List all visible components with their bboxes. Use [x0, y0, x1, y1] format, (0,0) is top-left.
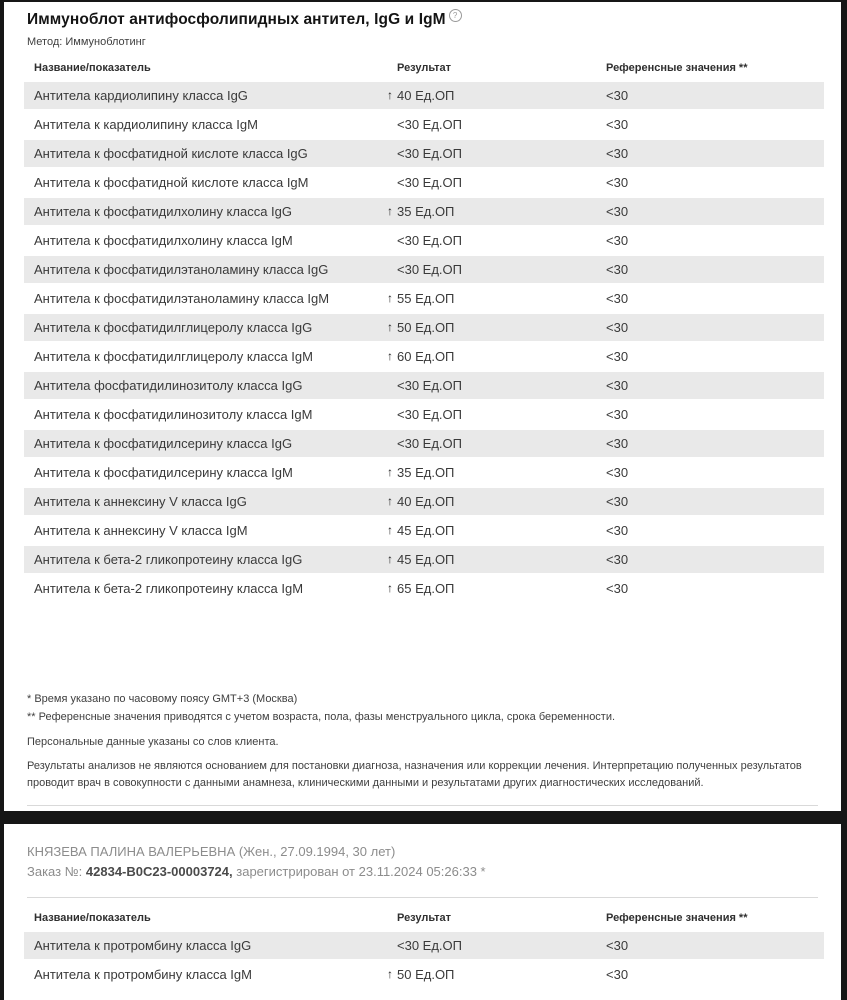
column-header-name: Название/показатель — [34, 62, 151, 75]
result-value: <30 Ед.ОП — [397, 175, 462, 191]
result-value: 65 Ед.ОП — [397, 581, 455, 597]
reference-value: <30 — [606, 320, 629, 336]
reference-value: <30 — [606, 349, 629, 365]
disclaimer-results: Результаты анализов не являются основанием для постановки диагноза, назначения или коррекции лечения. Интерпретацию полученных результатов проводит врач в совокупности с данными анамнеза, клиническими данными и результатами других диагностических исследований. — [27, 760, 802, 790]
test-name: Антитела к фосфатидилглицеролу класса IgG — [34, 320, 313, 336]
reference-value: <30 — [606, 378, 629, 394]
table-row — [24, 546, 824, 573]
order-label: Заказ №: — [27, 864, 83, 879]
table-header-row — [24, 904, 824, 932]
result-value: <30 Ед.ОП — [397, 262, 462, 278]
test-result — [387, 291, 606, 306]
result-value: 60 Ед.ОП — [397, 349, 455, 365]
reference-value: <30 — [606, 967, 629, 982]
result-value: 45 Ед.ОП — [397, 552, 455, 568]
reference-value: <30 — [606, 494, 629, 510]
table-row — [24, 285, 824, 312]
reference-value: <30 — [606, 523, 629, 539]
order-registered: зарегистрирован от 23.11.2024 05:26:33 * — [236, 864, 486, 879]
test-name: Антитела к фосфатидилхолину класса IgM — [34, 233, 293, 249]
test-result — [387, 378, 606, 393]
reference-value: <30 — [606, 175, 629, 191]
test-name: Антитела к протромбину класса IgM — [34, 967, 252, 982]
test-result — [387, 233, 606, 248]
reference-value: <30 — [606, 117, 629, 133]
result-value: <30 Ед.ОП — [397, 436, 462, 452]
test-result — [387, 938, 606, 953]
test-result — [387, 349, 606, 364]
disclaimer-personal-data: Персональные данные указаны со слов клиента. — [27, 736, 279, 749]
table-row — [24, 343, 824, 370]
arrow-up-icon: ↑ — [387, 522, 393, 537]
test-result — [387, 146, 606, 161]
test-result — [387, 175, 606, 190]
table-row — [24, 488, 824, 515]
test-name: Антитела фосфатидилинозитолу класса IgG — [34, 378, 303, 394]
test-result — [387, 407, 606, 422]
column-header-result: Результат — [397, 62, 452, 75]
test-result — [387, 88, 606, 103]
arrow-up-icon: ↑ — [387, 348, 393, 363]
arrow-up-icon: ↑ — [387, 464, 393, 479]
table-body — [24, 932, 824, 988]
result-value: <30 Ед.ОП — [397, 233, 462, 249]
page-title-text: Иммуноблот антифосфолипидных антител, IgG и IgM — [27, 11, 446, 29]
footnote-reference-values: ** Референсные значения приводятся с учетом возраста, пола, фазы менструального цикла, срока беременности. — [27, 711, 616, 724]
result-value: 40 Ед.ОП — [397, 88, 455, 104]
reference-value: <30 — [606, 436, 629, 452]
reference-value: <30 — [606, 465, 629, 481]
test-result — [387, 552, 606, 567]
test-result — [387, 494, 606, 509]
test-name: Антитела к аннексину V класса IgM — [34, 523, 248, 539]
arrow-up-icon: ↑ — [387, 203, 393, 218]
test-result — [387, 465, 606, 480]
table-row — [24, 314, 824, 341]
help-icon[interactable]: ? — [449, 9, 462, 22]
test-name: Антитела к фосфатидилэтаноламину класса IgM — [34, 291, 330, 307]
test-name: Антитела к бета-2 гликопротеину класса IgM — [34, 581, 304, 597]
footnotes — [27, 690, 818, 726]
arrow-up-icon: ↑ — [387, 493, 393, 508]
results-table — [24, 62, 824, 602]
result-value: 55 Ед.ОП — [397, 291, 455, 307]
order-info — [27, 864, 818, 879]
reference-value: <30 — [606, 407, 629, 423]
result-value: 40 Ед.ОП — [397, 494, 455, 510]
arrow-up-icon: ↑ — [387, 87, 393, 102]
result-value: <30 Ед.ОП — [397, 407, 462, 423]
table-row — [24, 459, 824, 486]
test-result — [387, 117, 606, 132]
result-value: 50 Ед.ОП — [397, 320, 455, 336]
test-name: Антитела к фосфатидилглицеролу класса IgM — [34, 349, 313, 365]
table-header-row — [24, 62, 824, 82]
test-name: Антитела к фосфатидилсерину класса IgG — [34, 436, 293, 452]
test-name: Антитела к фосфатидилхолину класса IgG — [34, 204, 292, 220]
table-body — [24, 82, 824, 602]
result-value: <30 Ед.ОП — [397, 938, 462, 953]
result-value: 45 Ед.ОП — [397, 523, 455, 539]
table-row — [24, 82, 824, 109]
test-result — [387, 436, 606, 451]
patient-info: КНЯЗЕВА ПАЛИНА ВАЛЕРЬЕВНА (Жен., 27.09.1994, 30 лет) — [27, 844, 396, 859]
test-name: Антитела к аннексину V класса IgG — [34, 494, 247, 510]
table-row — [24, 401, 824, 428]
method-line: Метод: Иммуноблотинг — [27, 36, 146, 49]
test-name: Антитела к бета-2 гликопротеину класса IgG — [34, 552, 303, 568]
result-value: 35 Ед.ОП — [397, 204, 455, 220]
reference-value: <30 — [606, 262, 629, 278]
table-row — [24, 169, 824, 196]
arrow-up-icon: ↑ — [387, 290, 393, 305]
table-row — [24, 517, 824, 544]
arrow-up-icon: ↑ — [387, 551, 393, 566]
order-number: 42834-B0C23-00003724, — [85, 864, 233, 879]
test-name: Антитела к фосфатидилинозитолу класса IgM — [34, 407, 313, 423]
footer-divider — [27, 805, 818, 806]
table-row — [24, 227, 824, 254]
test-result — [387, 204, 606, 219]
arrow-up-icon: ↑ — [387, 319, 393, 334]
test-result — [387, 320, 606, 335]
result-value: <30 Ед.ОП — [397, 378, 462, 394]
arrow-up-icon: ↑ — [387, 580, 393, 595]
test-name: Антитела к кардиолипину класса IgM — [34, 117, 258, 133]
table-row — [24, 430, 824, 457]
test-name: Антитела к фосфатидилсерину класса IgM — [34, 465, 293, 481]
reference-value: <30 — [606, 146, 629, 162]
page-title — [4, 2, 841, 29]
page-separator — [0, 811, 847, 824]
results-table-page2 — [24, 904, 824, 988]
result-value: 50 Ед.ОП — [397, 967, 455, 982]
table-row — [24, 575, 824, 602]
reference-value: <30 — [606, 88, 629, 104]
test-result — [387, 581, 606, 596]
reference-value: <30 — [606, 938, 629, 953]
test-name: Антитела к фосфатидной кислоте класса IgG — [34, 146, 308, 162]
test-result — [387, 262, 606, 277]
test-name: Антитела кардиолипину класса IgG — [34, 88, 248, 104]
report-page-1 — [4, 2, 841, 811]
table-row — [24, 372, 824, 399]
result-value: 35 Ед.ОП — [397, 465, 455, 481]
table-row — [24, 140, 824, 167]
reference-value: <30 — [606, 581, 629, 597]
test-name: Антитела к фосфатидной кислоте класса IgM — [34, 175, 309, 191]
table-row — [24, 256, 824, 283]
test-result — [387, 967, 606, 982]
reference-value: <30 — [606, 291, 629, 307]
header-divider — [27, 897, 818, 898]
arrow-up-icon: ↑ — [387, 966, 393, 981]
report-page-2 — [4, 824, 841, 1000]
column-header-result: Результат — [397, 912, 452, 924]
column-header-reference: Референсные значения ** — [606, 62, 748, 75]
column-header-reference: Референсные значения ** — [606, 912, 748, 924]
footnote-timezone: * Время указано по часовому поясу GMT+3 (Москва) — [27, 693, 298, 706]
reference-value: <30 — [606, 552, 629, 568]
column-header-name: Название/показатель — [34, 912, 151, 924]
table-row — [24, 198, 824, 225]
result-value: <30 Ед.ОП — [397, 117, 462, 133]
test-name: Антитела к протромбину класса IgG — [34, 938, 252, 953]
reference-value: <30 — [606, 204, 629, 220]
table-row — [24, 932, 824, 959]
reference-value: <30 — [606, 233, 629, 249]
table-row — [24, 111, 824, 138]
disclaimers — [27, 734, 818, 792]
table-row — [24, 961, 824, 988]
result-value: <30 Ед.ОП — [397, 146, 462, 162]
test-result — [387, 523, 606, 538]
test-name: Антитела к фосфатидилэтаноламину класса IgG — [34, 262, 329, 278]
